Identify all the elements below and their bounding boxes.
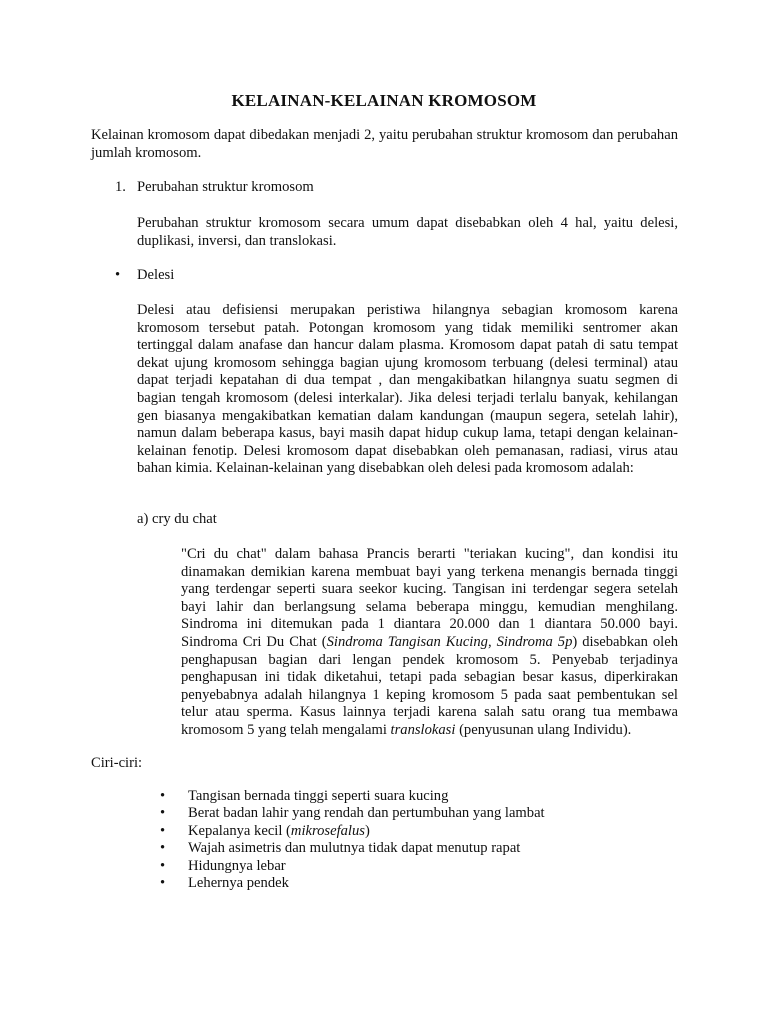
- bullet-icon: •: [160, 840, 166, 857]
- cry-du-chat-paragraph: [181, 546, 678, 740]
- list-item: • Hidungnya lebar: [160, 857, 286, 874]
- struktur-paragraph: Perubahan struktur kromosom secara umum dapat disebabkan oleh 4 hal, yaitu delesi, duplikasi, inversi, dan translokasi.: [137, 215, 678, 249]
- bullet-icon: •: [160, 788, 166, 804]
- list-item: • Tangisan bernada tinggi seperti suara kucing: [160, 788, 449, 804]
- cri-italic-3: translokasi: [390, 721, 456, 738]
- cri-separator: ,: [487, 633, 497, 650]
- page-title: KELAINAN-KELAINAN KROMOSOM: [231, 91, 537, 110]
- cri-italic-1: Sindroma Tangisan Kucing: [326, 633, 488, 650]
- section-heading-struktur: Perubahan struktur kromosom: [137, 179, 314, 195]
- cri-text-2: ) disebabkan oleh penghapusan bagian dari lengan pendek kromosom 5. Penyebab terjadinya penghapusan ini tidak diketahui, tetapi pada sebagian besar kasus, diperkirakan penyebabnya adalah hilangnya 1 keping kromosom 5 pada saat pembentukan sel telur atau sperma. Kasus lainnya terjadi karena salah satu orang tua membawa kromosom 5 yang telah mengalami: [181, 633, 678, 738]
- bullet-icon: •: [115, 267, 121, 283]
- bullet-icon: •: [160, 805, 166, 822]
- bullet-icon: •: [160, 822, 166, 839]
- section-number: 1.: [115, 179, 126, 195]
- cri-text-1: "Cri du chat" dalam bahasa Prancis berarti "teriakan kucing", dan kondisi itu dinamakan demikian karena membuat bayi yang terkena menangis bernada tinggi yang terdengar seperti suara seekor kucing. Tangisan ini terdengar segera setelah bayi lahir dan berlangsung selama beberapa minggu, kemudian menghilang. Sindroma ini ditemukan pada 1 diantara 20.000 dan 1 diantara 50.000 bayi. Sindroma Cri Du Chat (: [181, 546, 678, 650]
- bullet-icon: •: [160, 857, 166, 874]
- cri-text-3: (penyusunan ulang Individu).: [455, 721, 632, 738]
- list-item: • Kepalanya kecil (mikrosefalus): [160, 822, 370, 839]
- delesi-heading: Delesi: [137, 267, 175, 283]
- list-item: • Berat badan lahir yang rendah dan pertumbuhan yang lambat: [160, 805, 545, 822]
- ciri-list: [160, 788, 545, 892]
- cri-italic-2: Sindroma 5p: [496, 633, 573, 650]
- cry-du-chat-heading: a) cry du chat: [137, 511, 217, 527]
- bullet-icon: •: [160, 875, 166, 892]
- list-item: • Wajah asimetris dan mulutnya tidak dapat menutup rapat: [160, 840, 521, 857]
- delesi-paragraph: Delesi atau defisiensi merupakan peristiwa hilangnya sebagian kromosom karena kromosom tersebut patah. Potongan kromosom yang tidak memiliki sentromer akan tertinggal dalam anafase dan hancur dalam plasma. Kromosom dapat patah di satu tempat dekat ujung kromosom sehingga bagian ujung kromosom terbuang (delesi terminal) atau dapat terjadi kepatahan di dua tempat , dan mengakibatkan hilangnya suatu segmen di bagian tengah kromosom (delesi interkalar). Jika delesi terjadi terlalu banyak, kehilangan gen biasanya mengakibatkan kematian dalam kandungan (maupun segera, setelah lahir), namun dalam beberapa kasus, bayi masih dapat hidup cukup lama, tetapi dengan kelainan-kelainan fenotip. Delesi kromosom dapat disebabkan oleh pemanasan, radiasi, virus atau bahan kimia. Kelainan-kelainan yang disebabkan oleh delesi pada kromosom adalah:: [137, 302, 678, 477]
- list-item: • Lehernya pendek: [160, 875, 289, 892]
- ciri-heading: Ciri-ciri:: [91, 755, 143, 771]
- intro-paragraph: Kelainan kromosom dapat dibedakan menjadi 2, yaitu perubahan struktur kromosom dan perubahan jumlah kromosom.: [91, 127, 678, 161]
